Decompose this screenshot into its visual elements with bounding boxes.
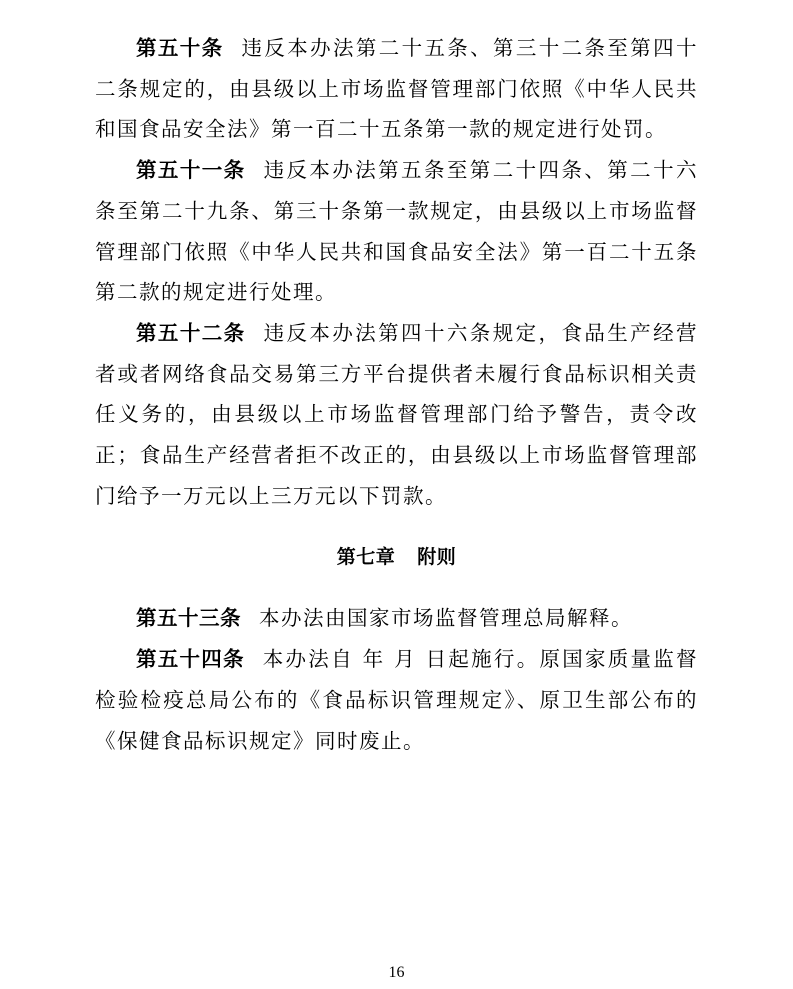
article-54 [95, 639, 698, 761]
article-number: 第五十四条 [136, 647, 245, 672]
article-51 [95, 150, 698, 313]
page-number: 16 [388, 964, 405, 981]
article-text: 违反本办法第二十五条、第三十二条至第四十二条规定的，由县级以上市场监督管理部门依照《中华人民共和国食品安全法》第一百二十五条第一款的规定进行处罚。 [95, 36, 699, 142]
chapter-heading [95, 537, 698, 578]
article-52 [95, 313, 698, 517]
article-53 [95, 598, 698, 639]
article-text: 违反本办法第五条至第二十四条、第二十六条至第二十九条、第三十条第一款规定，由县级以上市场监督管理部门依照《中华人民共和国食品安全法》第一百二十五条第二款的规定进行处理。 [95, 158, 699, 305]
chapter-title: 附则 [417, 546, 457, 569]
article-50 [95, 28, 698, 150]
article-number: 第五十二条 [136, 320, 246, 345]
article-text: 本办法由国家市场监督管理总局解释。 [259, 606, 633, 631]
article-number: 第五十一条 [136, 158, 246, 183]
article-text: 违反本办法第四十六条规定，食品生产经营者或者网络食品交易第三方平台提供者未履行食品标识相关责任义务的，由县级以上市场监督管理部门给予警告，责令改正；食品生产经营者拒不改正的，由县级以上市场监督管理部门给予一万元以上三万元以下罚款。 [95, 320, 699, 508]
article-number: 第五十条 [136, 36, 224, 60]
article-number: 第五十三条 [136, 606, 241, 631]
document-page [95, 28, 698, 761]
article-text: 本办法自 年 月 日起施行。原国家质量监督检验检疫总局公布的《食品标识管理规定》、原卫生部公布的《保健食品标识规定》同时废止。 [95, 647, 698, 753]
chapter-number: 第七章 [336, 546, 396, 569]
